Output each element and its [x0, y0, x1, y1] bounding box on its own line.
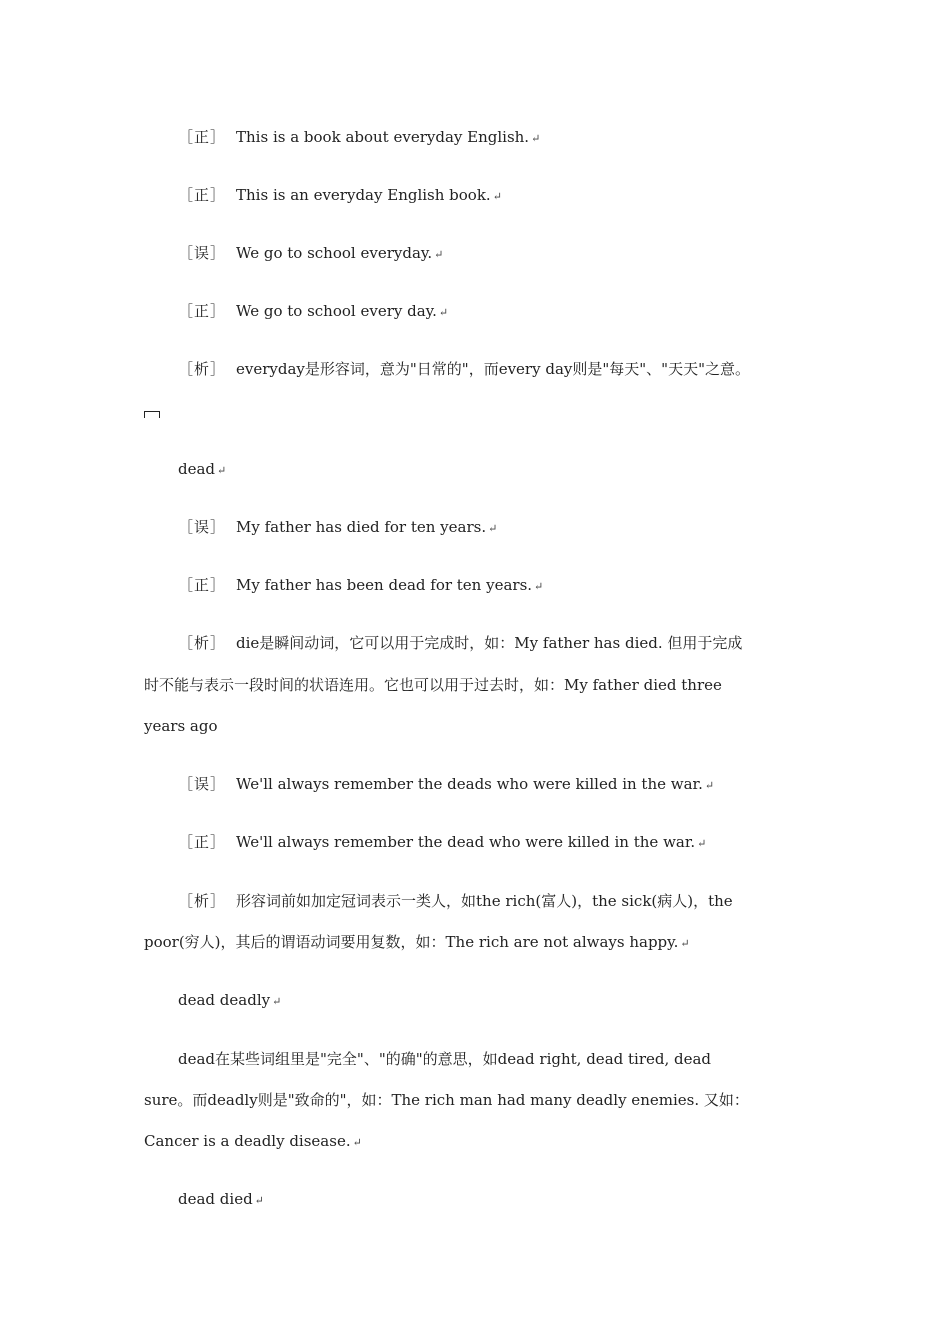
paragraph-mark-icon: ↵: [254, 1194, 264, 1207]
line-text: My father has died for ten years.: [236, 518, 487, 536]
line-text: dead died: [178, 1190, 253, 1208]
line-text: This is a book about everyday English.: [236, 128, 530, 146]
line-label: ［误］: [178, 244, 227, 262]
line-label: ［误］: [178, 775, 227, 793]
line-label: ［正］: [178, 128, 227, 146]
text-line: [178, 301, 448, 323]
line-label: ［正］: [178, 186, 227, 204]
line-text: dead deadly: [178, 991, 271, 1009]
text-line: [178, 127, 540, 149]
text-line: [178, 774, 714, 796]
line-text: We'll always remember the deads who were killed in the war.: [236, 775, 703, 793]
line-label: ［正］: [178, 576, 227, 594]
line-text: poor(穷人)，其后的谓语动词要用复数，如：The rich are not always happy.: [144, 933, 679, 951]
text-line: [144, 716, 218, 736]
line-label: ［正］: [178, 302, 227, 320]
text-line: [144, 675, 722, 695]
line-text: Cancer is a deadly disease.: [144, 1132, 351, 1150]
line-text: My father has been dead for ten years.: [236, 576, 533, 594]
line-text: sure。而deadly则是"致命的"，如：The rich man had many deadly enemies. 又如：: [144, 1091, 749, 1109]
text-line: [178, 1049, 711, 1069]
paragraph-mark-icon: ↵: [534, 580, 544, 593]
paragraph-mark-icon: ↵: [492, 190, 502, 203]
text-line: [178, 243, 443, 265]
corner-mark-icon: [144, 411, 160, 418]
line-text: everyday是形容词，意为"日常的"，而every day则是"每天"、"天天"之意。: [236, 360, 750, 378]
text-line: [178, 891, 733, 911]
section-heading: [178, 1189, 264, 1211]
line-text: We go to school everyday.: [236, 244, 433, 262]
line-text: 时不能与表示一段时间的状语连用。它也可以用于过去时，如：My father died three: [144, 676, 722, 694]
line-text: dead: [178, 460, 216, 478]
section-heading: [178, 459, 226, 481]
line-text: dead在某些词组里是"完全"、"的确"的意思，如dead right, dead tired, dead: [178, 1050, 712, 1068]
paragraph-mark-icon: ↵: [434, 248, 444, 261]
text-line: [178, 359, 750, 379]
line-text: years ago: [144, 717, 218, 735]
paragraph-mark-icon: ↵: [438, 306, 449, 319]
line-text: We go to school every day.: [236, 302, 437, 320]
text-line: [178, 832, 706, 854]
line-text: die是瞬间动词，它可以用于完成时，如：My father has died. 但用于完成: [236, 634, 743, 652]
line-text: We'll always remember the dead who were killed in the war.: [236, 833, 696, 851]
line-label: ［正］: [178, 833, 227, 851]
paragraph-mark-icon: ↵: [680, 937, 690, 950]
text-line: [178, 517, 497, 539]
line-text: 形容词前如加定冠词表示一类人，如the rich(富人)，the sick(病人)，the: [236, 892, 733, 910]
text-line: [144, 1131, 362, 1153]
text-line: [178, 633, 742, 653]
paragraph-mark-icon: ↵: [531, 132, 541, 145]
text-line: [178, 575, 543, 597]
line-label: ［析］: [178, 892, 227, 910]
line-label: ［误］: [178, 518, 227, 536]
paragraph-mark-icon: ↵: [488, 522, 498, 535]
paragraph-mark-icon: ↵: [697, 837, 707, 850]
line-text: This is an everyday English book.: [236, 186, 491, 204]
text-line: [178, 185, 502, 207]
line-label: ［析］: [178, 634, 227, 652]
line-label: ［析］: [178, 360, 227, 378]
text-line: [144, 1090, 749, 1110]
paragraph-mark-icon: ↵: [704, 779, 715, 792]
text-line: [144, 932, 690, 954]
paragraph-mark-icon: ↵: [217, 464, 227, 477]
paragraph-mark-icon: ↵: [272, 995, 282, 1008]
section-heading: [178, 990, 281, 1012]
paragraph-mark-icon: ↵: [352, 1136, 362, 1149]
